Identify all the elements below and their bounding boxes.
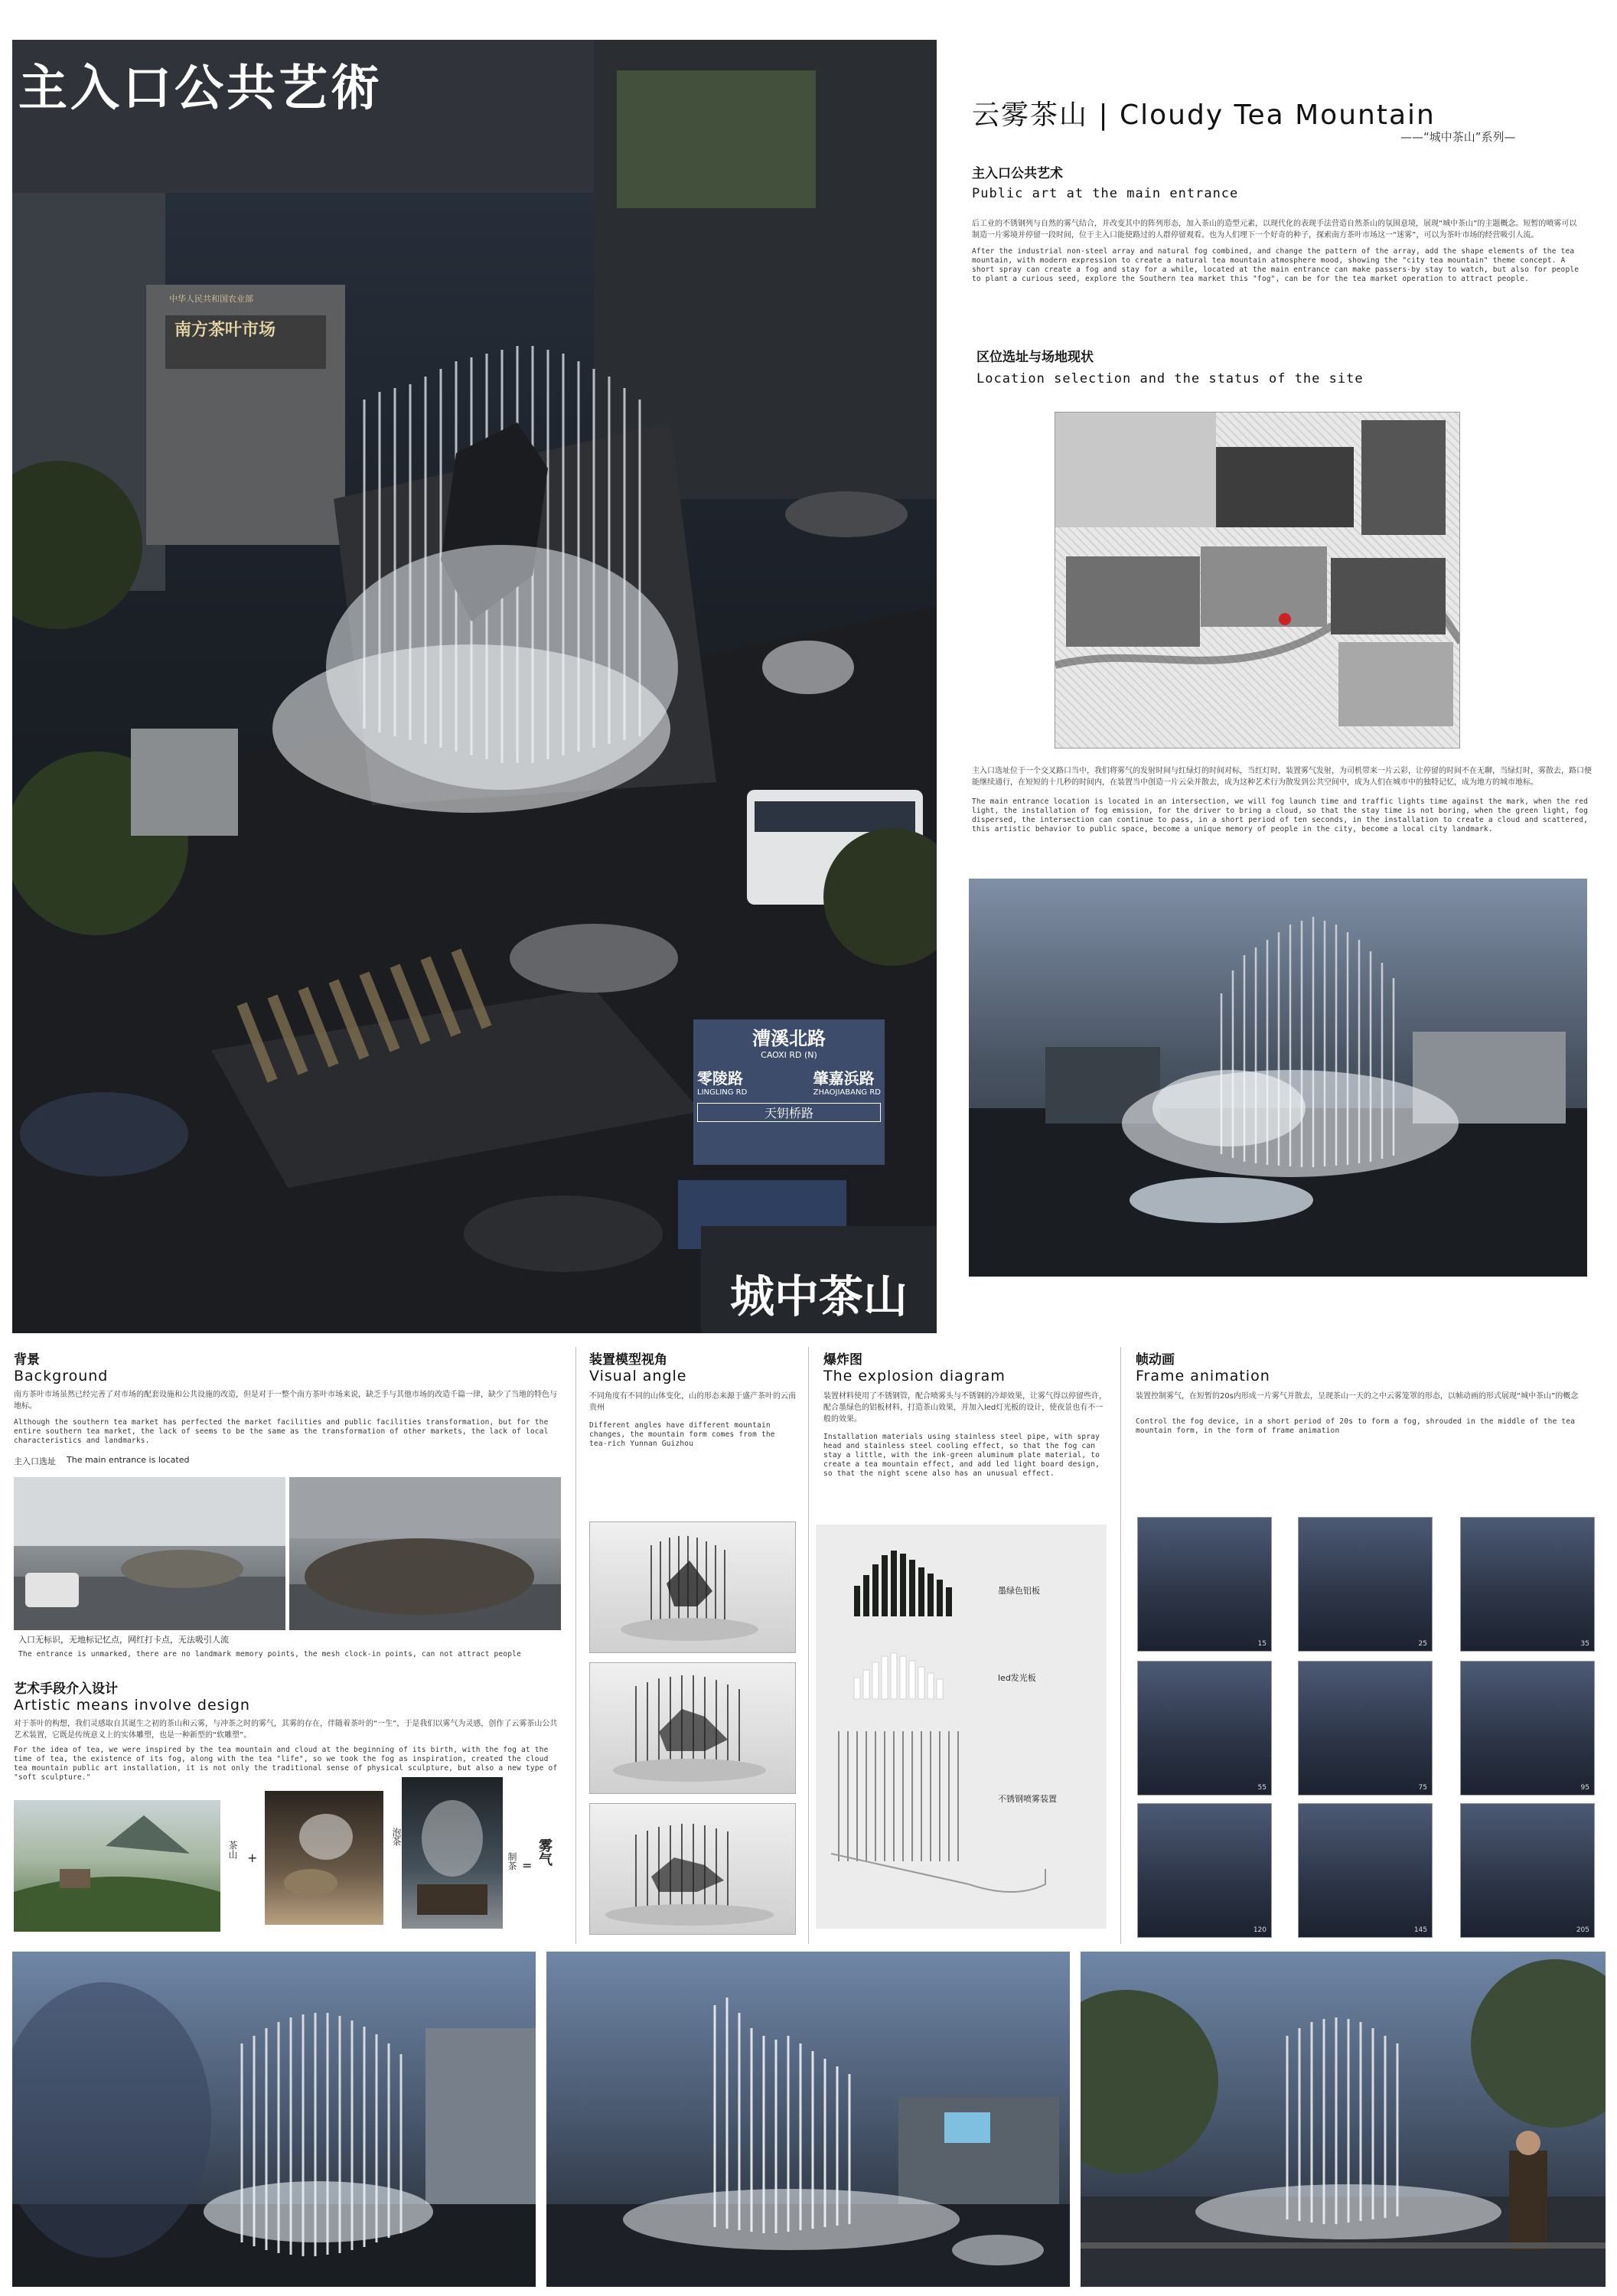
artistic-body-cn: 对于茶叶的构想，我们灵感取自其诞生之初的茶山和云雾，与冲茶之时的雾气，其雾的存在，伴随着茶叶的“一生”，于是我们以雾气为灵感，创作了云雾茶山公共艺术装置，它既是传统意义上的实体雕塑，也是一种新型的“软雕塑”。: [14, 1720, 558, 1740]
bottom-render-2-illustration: [546, 1952, 1070, 2287]
entrance-photo-2-illustration: [289, 1477, 561, 1630]
making-tea-photo: [402, 1777, 503, 1929]
entrance-caption-en: The entrance is unmarked, there are no landmark memory points, the mesh clock-in points, can not attract people: [18, 1650, 522, 1658]
entrance-caption-cn: 入口无标识，无地标记忆点，网红打卡点，无法吸引人流: [18, 1635, 229, 1645]
explosion-section: [823, 1349, 1108, 1479]
frame-number: 15: [1257, 1640, 1267, 1648]
explosion-heading-en: The explosion diagram: [823, 1368, 1006, 1384]
street-sign: [697, 1023, 881, 1161]
frame-thumbnail: [1298, 1661, 1433, 1795]
site-body-cn: 主入口选址位于一个交叉路口当中，我们将雾气的发射时间与红绿灯的时间对标，当红灯时，装置雾气发射，为司机带来一片云彩，让停留的时间不在无聊，当绿灯时，雾散去，路口便能继续通行，在短短的十几秒的时间内，在装置当中创造一片云朵并散去，成为这种艺术行为散发到公共空间中，成为人们在城市中的独特记忆，成为地方的城市地标。: [972, 767, 1592, 787]
explosion-diagram-illustration: [816, 1525, 1107, 1929]
frames-body-cn: 装置控制雾气，在短暂的20s内形成一片雾气并散去，呈现茶山一天的之中云雾笼罩的形态，以帧动画的形式展现“城中茶山”的概念: [1136, 1392, 1579, 1401]
frame-number: 35: [1580, 1640, 1589, 1648]
intro-section: [972, 162, 1584, 284]
visual-body-en: Different angles have different mountain changes, the mountain form comes from the tea-rich Yunnan Guizhou: [589, 1421, 775, 1448]
entrance-caption: [18, 1633, 562, 1659]
street-sign-south-cn: 天钥桥路: [697, 1103, 881, 1122]
page-subtitle: ——“城中茶山”系列—: [1400, 130, 1516, 144]
explosion-body-cn: 装置材料使用了不锈钢管，配合喷雾头与不锈钢的冷却效果，让雾气得以停留些许，配合墨绿色的铝板材料，打造茶山效果，并加入led灯光板的设计，使夜景也有不一般的效果。: [823, 1392, 1107, 1424]
explosion-diagram: [816, 1525, 1107, 1929]
site-map-collage: [1055, 412, 1460, 748]
background-section: [14, 1349, 561, 1467]
background-body-en: Although the southern tea market has perfected the market facilities and public facilities transformation, but for the entire southern tea market, the lack of seems to be the same as the transformation of other markets, the lack of local characteristics and landmarks.: [14, 1418, 549, 1445]
model-view-1: [589, 1521, 796, 1653]
frame-thumbnail: [1298, 1803, 1433, 1938]
frames-heading-en: Frame animation: [1136, 1368, 1270, 1384]
entrance-photo-2: [289, 1477, 561, 1630]
gate-sign-main: 南方茶叶市场: [174, 320, 276, 340]
artistic-heading-cn: 艺术手段介入设计: [14, 1681, 118, 1697]
street-sign-north-en: CAOXI RD (N): [761, 1050, 817, 1060]
bottom-render-3-illustration: [1081, 1952, 1606, 2287]
explosion-body-en: Installation materials using stainless steel pipe, with spray head and stainless steel cooling effect, so that the fog can stay a little, with the ink-green aluminum plate material, to create a tea mountain effect, and add led light board design, so that the night scene also has an unusual effect.: [823, 1433, 1100, 1478]
night-render-right-illustration: [969, 879, 1587, 1277]
frame-thumbnail: [1137, 1803, 1272, 1938]
frame-number: 205: [1576, 1926, 1589, 1934]
hero-brand: 城中茶山: [730, 1270, 908, 1322]
background-body-cn: 南方茶叶市场虽然已经完善了对市场的配套设施和公共设施的改造，但是对于一整个南方茶叶市场来说，缺乏手与其他市场的改造千篇一律，缺少了当地的特色与地标。: [14, 1391, 557, 1411]
artistic-body-en: For the idea of tea, we were inspired by the tea mountain and cloud at the beginning of its birth, with the fog at the time of tea, the existence of its fog, along with the tea "life", so we took the fog as inspiration, created the cloud tea mountain public art installation, it is not only the traditional sense of physical sculpture, but also a new type of "soft sculpture.": [14, 1746, 558, 1782]
divider-1: [575, 1347, 576, 1944]
intro-heading-cn: 主入口公共艺术: [972, 166, 1063, 181]
frames-section: [1136, 1349, 1595, 1436]
frames-heading-cn: 帧动画: [1136, 1352, 1175, 1368]
frame-number: 95: [1580, 1784, 1589, 1792]
model-view-1-illustration: [590, 1522, 796, 1653]
page-title: 云雾茶山 | Cloudy Tea Mountain: [972, 99, 1436, 131]
intro-heading-en: Public art at the main entrance: [972, 186, 1239, 201]
visual-body-cn: 不同角度有不同的山体变化，山的形态来源于盛产茶叶的云南贵州: [589, 1392, 796, 1412]
explosion-heading-cn: 爆炸图: [823, 1352, 862, 1368]
frame-number: 75: [1418, 1784, 1427, 1792]
background-heading-cn: 背景: [14, 1352, 40, 1368]
result-fog: 雾气: [536, 1838, 553, 1866]
site-heading-en: Location selection and the status of the site: [976, 371, 1364, 386]
label-making: 制茶: [507, 1852, 517, 1870]
bottom-render-2: [546, 1952, 1070, 2287]
artistic-heading-en: Artistic means involve design: [14, 1697, 250, 1714]
operator-equals: =: [522, 1858, 533, 1873]
tea-mountain-photo: [14, 1800, 220, 1932]
layer-led-label: led发光板: [998, 1673, 1036, 1683]
model-view-3: [589, 1803, 796, 1935]
background-heading-en: Background: [14, 1368, 109, 1384]
intro-body-en: After the industrial non-steel array and natural fog combined, and change the pattern of the array, add the shape elements of the tea mountain, with modern expression to create a natural tea mountain atmosphere mood, showing the "city tea mountain" theme concept. A short spray can create a fog and stay for a while, located at the main entrance can make passers-by stay to watch, but also for people to plant a curious seed, explore the Southern tea market this "fog", can be for the tea market operation to attract people.: [972, 247, 1580, 283]
divider-2: [808, 1347, 809, 1944]
hero-render: [12, 40, 937, 1333]
frame-number: 145: [1413, 1926, 1427, 1934]
night-render-right: [969, 879, 1587, 1277]
street-sign-west-en: LINGLING RD: [697, 1088, 748, 1097]
making-tea-illustration: [402, 1777, 503, 1929]
intro-body-cn: 后工业的不锈钢列与自然的雾气结合，并改变其中的阵列形态，加入茶山的造型元素，以现代化的表现手法营造自然茶山的氛围意境，展现“城中茶山”的主题概念。短暂的喷雾可以制造一片雾境并停留一段时间，位于主入口能使路过的人群停留观看。也为人们埋下一个好奇的种子，探索南方茶叶市场这一“迷雾”，可以为茶叶市场的经营吸引人流。: [972, 220, 1577, 240]
gate-sign-top: 中华人民共和国农业部: [169, 294, 253, 304]
artistic-section: [14, 1678, 561, 1782]
site-body-en: The main entrance location is located in an intersection, we will fog launch time and traffic lights time against the mark, when the red light, the installation of fog emission, for the driver to bring a cloud, so that the stay time is not boring, when the green light, fog dispersed, the intersection can continue to pass, in a short period of ten seconds, in the installation to create a cloud and scattered, this artistic behavior to public space, become a unique memory of people in the city, become a local city landmark.: [972, 797, 1589, 833]
bottom-render-3: [1081, 1952, 1606, 2287]
label-tea-mountain: 茶山: [227, 1841, 238, 1859]
site-heading-cn: 区位选址与场地现状: [976, 350, 1094, 365]
entrance-photo-1: [14, 1477, 285, 1630]
site-body: [972, 765, 1592, 834]
divider-3: [1120, 1347, 1121, 1944]
visual-heading-cn: 装置模型视角: [589, 1352, 667, 1368]
model-view-2-illustration: [590, 1663, 796, 1794]
label-brewing: 泡茶: [391, 1828, 402, 1846]
bottom-render-1-illustration: [12, 1952, 536, 2287]
layer-aluminium-label: 墨绿色铝板: [998, 1586, 1040, 1596]
bottom-render-1: [12, 1952, 536, 2287]
entrance-label: [14, 1455, 561, 1467]
frame-number: 55: [1257, 1784, 1267, 1792]
visual-heading-en: Visual angle: [589, 1368, 687, 1384]
hero-title: 主入口公共艺術: [18, 60, 383, 117]
frame-number: 120: [1253, 1926, 1267, 1934]
frame-thumbnail: [1298, 1517, 1433, 1652]
entrance-photo-1-illustration: [14, 1477, 285, 1630]
street-sign-east-en: ZHAOJIABANG RD: [813, 1088, 881, 1097]
brewing-tea-photo: [265, 1791, 383, 1925]
street-sign-east-cn: 肇嘉浜路: [813, 1069, 875, 1088]
operator-plus-1: +: [247, 1851, 258, 1865]
model-view-3-illustration: [590, 1804, 796, 1935]
frames-body-en: Control the fog device, in a short period of 20s to form a fog, shrouded in the middle of the tea mountain form, in the form of frame animation: [1136, 1417, 1576, 1435]
brewing-tea-illustration: [265, 1791, 383, 1925]
site-section-heading: [976, 346, 1589, 386]
layer-steel-label: 不锈钢喷雾装置: [998, 1794, 1057, 1804]
model-view-2: [589, 1662, 796, 1794]
site-map-illustration: [1055, 413, 1460, 748]
tea-mountain-illustration: [14, 1800, 220, 1932]
frame-thumbnail: [1137, 1661, 1272, 1795]
frame-thumbnail: [1460, 1803, 1595, 1938]
street-sign-west-cn: 零陵路: [697, 1069, 743, 1088]
entrance-label-cn: 主入口选址: [14, 1456, 56, 1466]
visual-section: [589, 1349, 796, 1449]
frame-thumbnail: [1137, 1517, 1272, 1652]
street-sign-north-cn: 漕溪北路: [752, 1028, 826, 1049]
frame-number: 25: [1418, 1640, 1427, 1648]
frame-thumbnail: [1460, 1661, 1595, 1795]
frame-thumbnail: [1460, 1517, 1595, 1652]
entrance-label-en: The main entrance is located: [67, 1455, 190, 1465]
